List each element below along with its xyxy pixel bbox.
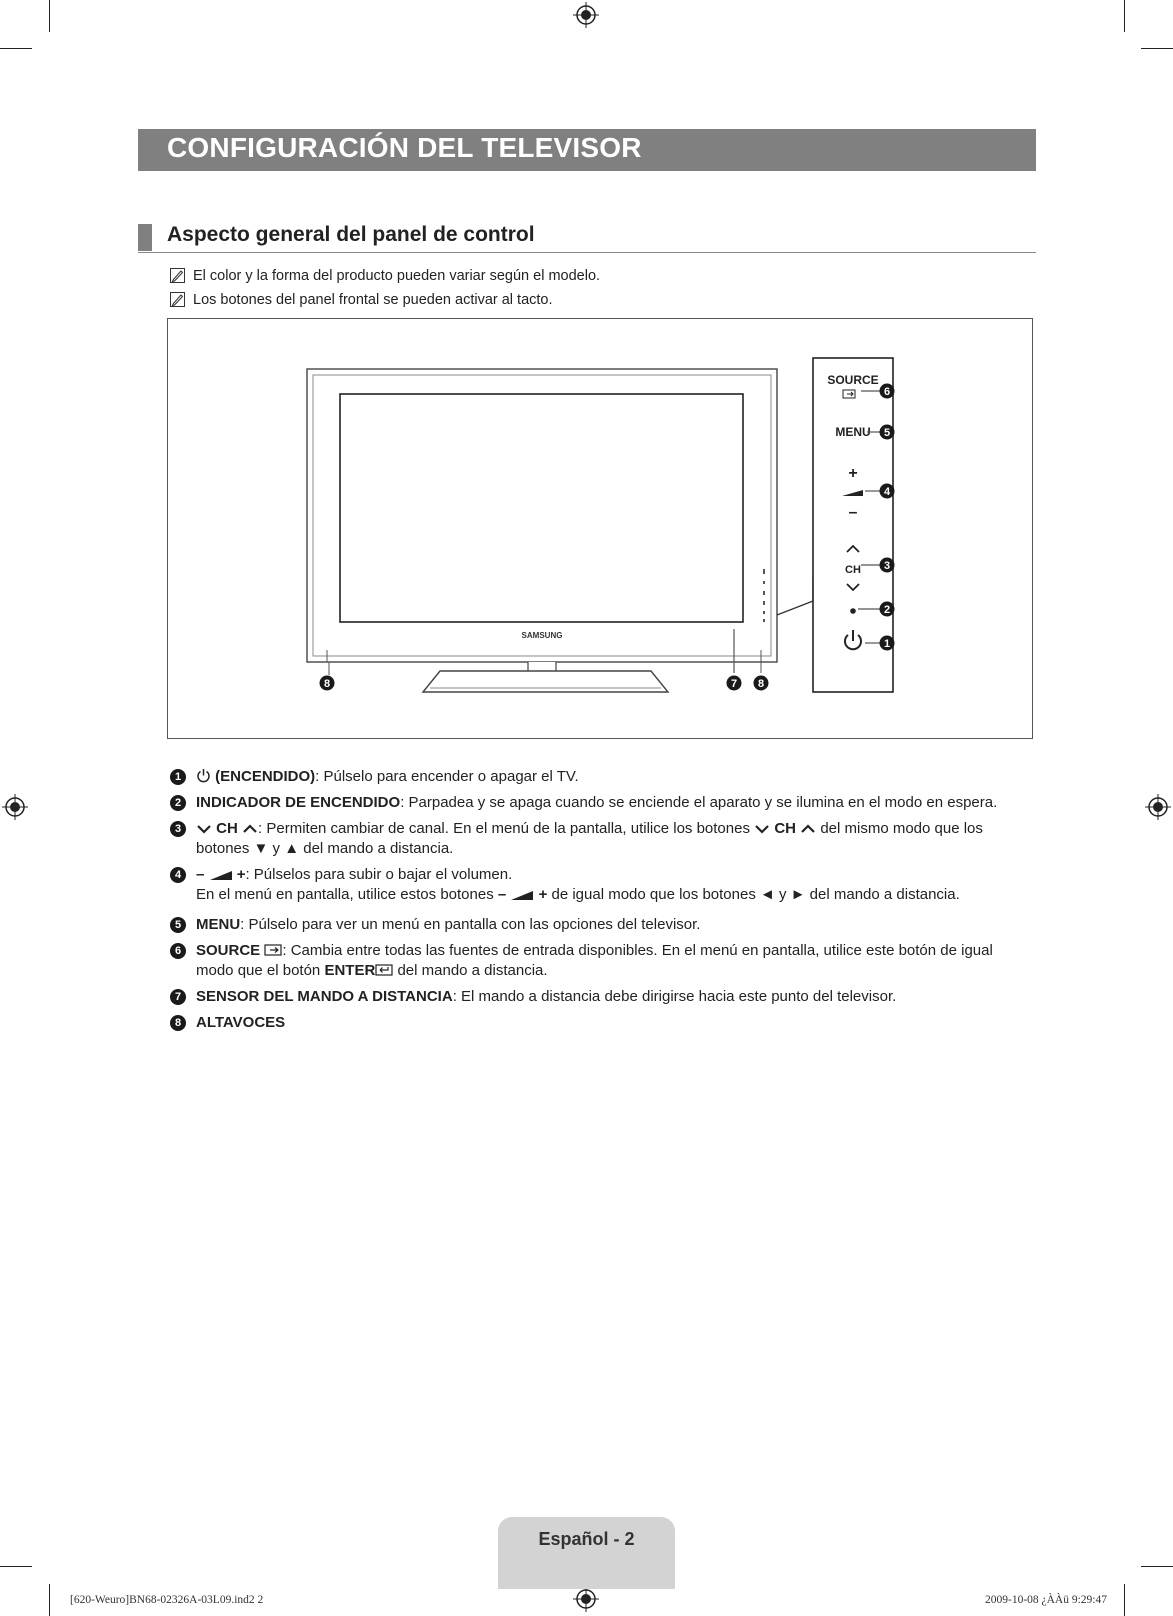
item-text: del mismo modo que los (820, 820, 983, 837)
item-bold: ENTER (324, 962, 376, 979)
registration-mark-icon (2, 794, 28, 820)
chevron-down-icon (754, 823, 770, 835)
svg-text:3: 3 (883, 560, 891, 572)
item-number: 4 (170, 867, 186, 883)
item-bold: ALTAVOCES (196, 1014, 286, 1031)
callout-1 (880, 636, 895, 651)
list-item (170, 865, 1020, 907)
item-number: 1 (170, 769, 186, 785)
volume-icon (209, 869, 233, 881)
svg-text:8: 8 (757, 678, 765, 690)
crop-mark (49, 0, 50, 32)
item-bold: CH (216, 820, 238, 837)
item-bold: INDICADOR DE ENCENDIDO (196, 794, 401, 811)
crop-mark (1141, 48, 1173, 49)
power-icon (196, 768, 211, 783)
source-button-label: SOURCE (827, 373, 879, 387)
callout-5 (880, 425, 895, 440)
item-text: En el menú en pantalla, utilice estos botones (196, 886, 494, 903)
section-heading (138, 222, 1036, 253)
enter-icon (375, 963, 393, 977)
callout-8-right (754, 676, 769, 691)
callout-2 (880, 602, 895, 617)
page-title: CONFIGURACIÓN DEL TELEVISOR (167, 132, 642, 163)
item-text: : Púlselo para encender o apagar el TV. (315, 768, 579, 785)
footer-file-info: [620-Weuro]BN68-02326A-03L09.ind2 2 (70, 1594, 264, 1606)
source-icon (264, 943, 282, 957)
note-icon (170, 268, 185, 283)
crop-mark (0, 1566, 32, 1567)
svg-text:4: 4 (883, 486, 891, 498)
tv-body (307, 369, 777, 692)
chevron-up-icon (242, 823, 258, 835)
item-text: del mando a distancia. (397, 962, 548, 979)
volume-plus-label: + (848, 465, 858, 482)
section-marker (138, 224, 152, 251)
chevron-down-icon (196, 823, 212, 835)
svg-text:6: 6 (883, 386, 891, 398)
item-bold: SENSOR DEL MANDO A DISTANCIA (196, 988, 453, 1005)
item-number: 3 (170, 821, 186, 837)
item-number: 7 (170, 989, 186, 1005)
note-icon (170, 292, 185, 307)
ch-button-label: CH (845, 564, 861, 576)
registration-mark-icon (573, 1586, 599, 1612)
svg-text:1: 1 (883, 638, 891, 650)
item-bold: (ENCENDIDO) (215, 768, 316, 785)
note-text: El color y la forma del producto pueden variar según el modelo. (193, 268, 601, 284)
svg-text:2: 2 (883, 604, 891, 616)
item-text: : Púlselos para subir o bajar el volumen. (245, 866, 513, 883)
item-text: : Permiten cambiar de canal. En el menú de la pantalla, utilice los botones (258, 820, 750, 837)
item-number: 2 (170, 795, 186, 811)
registration-mark-icon (573, 2, 599, 28)
item-text: : Púlselo para ver un menú en pantalla con las opciones del televisor. (240, 916, 701, 933)
svg-text:5: 5 (883, 427, 891, 439)
item-bold: SOURCE (196, 942, 261, 959)
registration-mark-icon (1145, 794, 1171, 820)
item-text: botones ▼ y ▲ del mando a distancia. (196, 840, 454, 857)
item-bold: CH (774, 820, 796, 837)
page-number: Español - 2 (538, 1529, 635, 1549)
callout-8-left (320, 676, 335, 691)
list-item (170, 819, 1020, 861)
item-text: modo que el botón (196, 962, 321, 979)
tv-screen (340, 394, 743, 622)
item-bold: + (236, 866, 246, 883)
menu-button-label: MENU (835, 425, 871, 439)
list-item (170, 941, 1020, 983)
item-text: : El mando a distancia debe dirigirse hacia este punto del televisor. (452, 988, 897, 1005)
item-text: : Parpadea y se apaga cuando se enciende el aparato y se ilumina en el modo en espera. (400, 794, 998, 811)
item-number: 8 (170, 1015, 186, 1031)
item-number: 6 (170, 943, 186, 959)
tv-illustration (168, 319, 1032, 738)
item-bold: – (497, 886, 507, 903)
crop-mark (49, 1584, 50, 1616)
callout-7 (727, 676, 742, 691)
crop-mark (0, 48, 32, 49)
section-title: Aspecto general del panel de control (167, 223, 535, 246)
crop-mark (1124, 1584, 1125, 1616)
crop-mark (1141, 1566, 1173, 1567)
item-number: 5 (170, 917, 186, 933)
power-indicator-icon (850, 608, 856, 614)
svg-text:7: 7 (730, 678, 738, 690)
page-number-tab (498, 1517, 675, 1589)
callout-4 (880, 484, 895, 499)
item-bold: + (538, 886, 548, 903)
note-item (170, 292, 553, 308)
crop-mark (1124, 0, 1125, 32)
item-bold: MENU (196, 916, 241, 933)
note-item (170, 268, 600, 284)
chevron-up-icon (800, 823, 816, 835)
page-title-bar (138, 129, 1036, 171)
volume-icon (510, 889, 534, 901)
item-text: de igual modo que los botones ◄ y ► del mando a distancia. (551, 886, 960, 903)
callout-6 (880, 384, 895, 399)
item-text: : Cambia entre todas las fuentes de entrada disponibles. En el menú en pantalla, utilice este botón de igual (282, 942, 993, 959)
callout-3 (880, 558, 895, 573)
footer-timestamp: 2009-10-08 ¿ÀÀü 9:29:47 (984, 1594, 1107, 1606)
volume-minus-label: – (848, 504, 858, 521)
note-text: Los botones del panel frontal se pueden activar al tacto. (193, 292, 553, 308)
tv-diagram-frame (167, 318, 1033, 739)
svg-text:8: 8 (323, 678, 331, 690)
brand-logo: SAMSUNG (521, 631, 563, 640)
item-bold: – (196, 866, 205, 883)
